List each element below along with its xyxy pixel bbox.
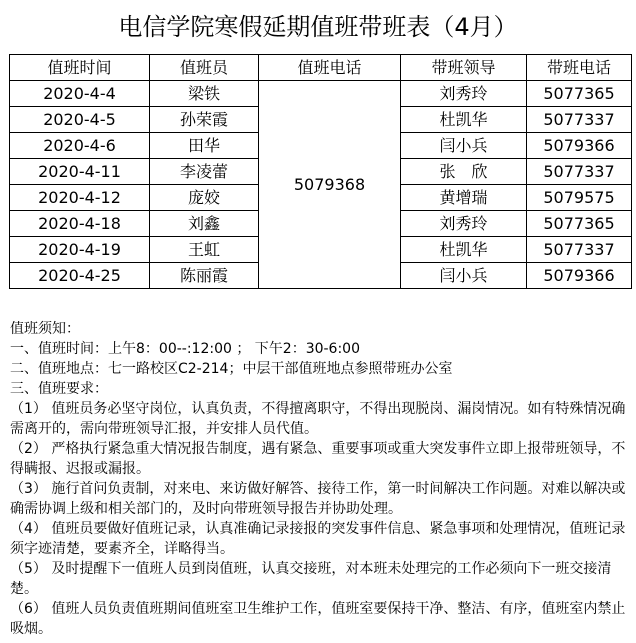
cell-leader: 闫小兵	[401, 133, 527, 159]
cell-leader-phone: 5077337	[527, 107, 632, 133]
header-duty-staff: 值班员	[150, 55, 259, 81]
cell-staff: 王虹	[150, 237, 259, 263]
notes-duty-location: 二、值班地点：七一路校区C2-214；中层干部值班地点参照带班办公室	[10, 361, 453, 377]
cell-leader: 杜凯华	[401, 107, 527, 133]
table-row	[10, 81, 632, 107]
cell-leader: 黄增瑞	[401, 185, 527, 211]
header-leader: 带班领导	[401, 55, 527, 81]
cell-staff: 陈丽霞	[150, 263, 259, 289]
cell-staff: 刘鑫	[150, 211, 259, 237]
cell-leader-phone: 5077337	[527, 159, 632, 185]
requirement-5: （5） 及时提醒下一值班人员到岗值班，认真交接班，对本班未处理完的工作必须向下一班交接清楚。	[10, 561, 612, 597]
cell-leader-phone: 5077365	[527, 81, 632, 107]
cell-staff: 庞姣	[150, 185, 259, 211]
duty-table	[9, 54, 632, 289]
cell-leader-phone: 5079366	[527, 133, 632, 159]
page-title: 电信学院寒假延期值班带班表（4月）	[118, 13, 518, 41]
cell-leader: 刘秀玲	[401, 81, 527, 107]
cell-date: 2020-4-11	[10, 159, 150, 185]
header-leader-phone: 带班电话	[527, 55, 632, 81]
requirement-1: （1） 值班员务必坚守岗位，认真负责，不得擅离职守，不得出现脱岗、漏岗情况。如有特殊情况确需离开的，需向带班领导汇报，并安排人员代值。	[10, 401, 626, 437]
cell-staff: 田华	[150, 133, 259, 159]
notes-heading: 值班须知：	[10, 321, 80, 337]
cell-leader-phone: 5079366	[527, 263, 632, 289]
notes-requirements-heading: 三、值班要求：	[10, 381, 108, 397]
cell-leader: 杜凯华	[401, 237, 527, 263]
cell-date: 2020-4-6	[10, 133, 150, 159]
cell-leader: 张 欣	[401, 159, 527, 185]
requirement-4: （4） 值班员要做好值班记录，认真准确记录接报的突发事件信息、紧急事项和处理情况，值班记录须字迹清楚，要素齐全，详略得当。	[10, 521, 626, 557]
cell-leader: 闫小兵	[401, 263, 527, 289]
cell-leader-phone: 5077365	[527, 211, 632, 237]
cell-leader-phone: 5077337	[527, 237, 632, 263]
duty-notes	[10, 319, 630, 639]
cell-staff: 李凌蕾	[150, 159, 259, 185]
requirement-2: （2） 严格执行紧急重大情况报告制度，遇有紧急、重要事项或重大突发事件立即上报带班领导，不得瞒报、迟报或漏报。	[10, 441, 626, 477]
cell-date: 2020-4-19	[10, 237, 150, 263]
requirement-3: （3） 施行首问负责制，对来电、来访做好解答、接待工作，第一时间解决工作问题。对难以解决或确需协调上级和相关部门的，及时向带班领导报告并协助处理。	[10, 481, 626, 517]
cell-leader: 刘秀玲	[401, 211, 527, 237]
cell-staff: 梁铁	[150, 81, 259, 107]
notes-duty-time: 一、值班时间：上午8：00--:12:00 ； 下午2：30-6:00	[10, 341, 360, 357]
header-duty-date: 值班时间	[10, 55, 150, 81]
cell-staff: 孙荣霞	[150, 107, 259, 133]
header-duty-phone: 值班电话	[259, 55, 401, 81]
requirement-6: （6） 值班人员负责值班期间值班室卫生维护工作，值班室要保持干净、整洁、有序，值班室内禁止吸烟。	[10, 601, 626, 637]
cell-date: 2020-4-4	[10, 81, 150, 107]
cell-date: 2020-4-18	[10, 211, 150, 237]
cell-duty-phone: 5079368	[259, 81, 401, 289]
cell-date: 2020-4-25	[10, 263, 150, 289]
table-header-row	[10, 55, 632, 81]
cell-date: 2020-4-5	[10, 107, 150, 133]
cell-date: 2020-4-12	[10, 185, 150, 211]
cell-leader-phone: 5079575	[527, 185, 632, 211]
